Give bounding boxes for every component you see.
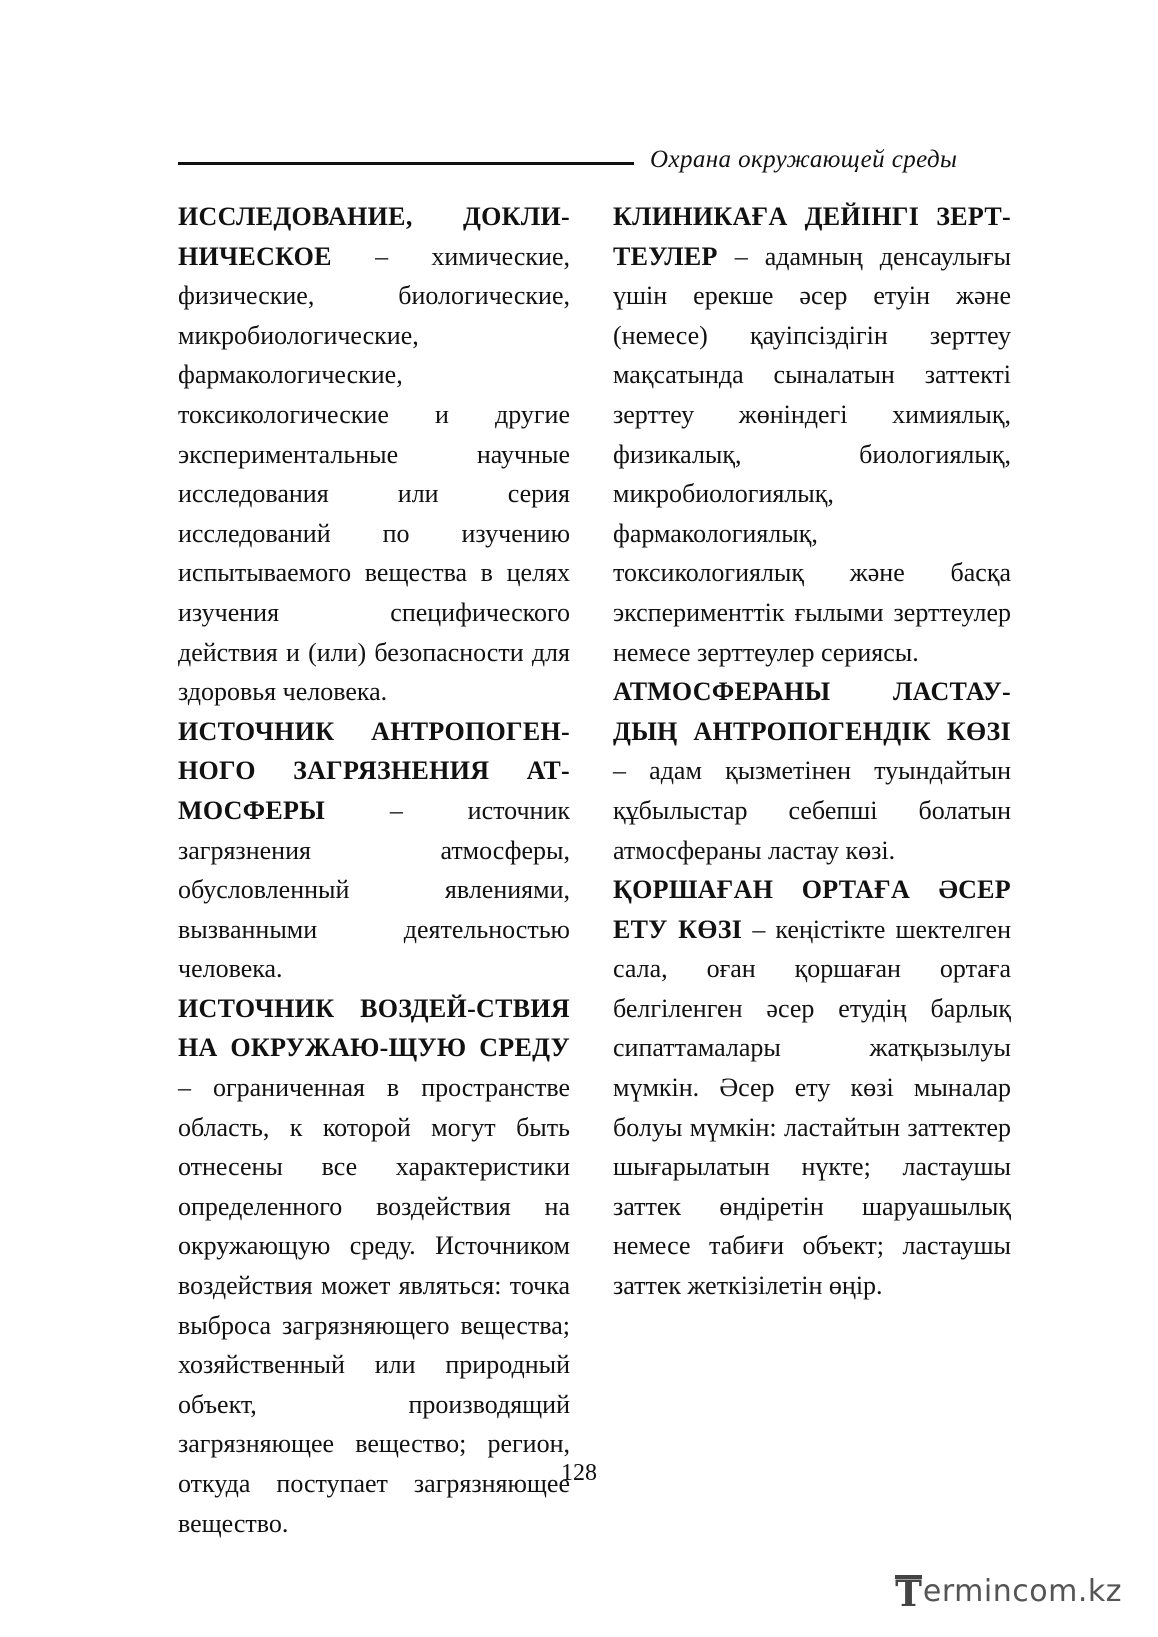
page-number: 128 [561,1460,597,1486]
left-column [178,197,570,1543]
entry-definition: – адам қызметінен туындайтын құбылыстар себепші болатын атмосфераны ластау көзі. [613,756,1011,865]
header-rule [178,162,634,165]
entry-term: КЛИНИКАҒА ДЕЙІНГІ ЗЕРТ-ТЕУЛЕР [613,202,1011,271]
dictionary-entry [178,197,570,712]
entry-term: АТМОСФЕРАНЫ ЛАСТАУ-ДЫҢ АНТРОПОГЕНДІК КӨЗІ [613,677,1011,746]
entry-definition: – химические, физические, биологические, микробиологические, фармакологические, токсикологические и другие экспериментальные научные исследования или серия исследований по изучению испытываемого вещества в целях изучения специфического действия и (или) безопасности для здоровья человека. [178,241,570,707]
running-head: Охрана окружающей среды [650,146,958,173]
dictionary-entry [613,870,1011,1306]
termincom-watermark [895,1572,1122,1615]
entry-term: ИСТОЧНИК АНТРОПОГЕН-НОГО ЗАГРЯЗНЕНИЯ АТ-МОСФЕРЫ [178,716,570,825]
dictionary-entry [178,712,570,989]
entry-term: ИСТОЧНИК ВОЗДЕЙ-СТВИЯ НА ОКРУЖАЮ-ЩУЮ СРЕДУ [178,993,570,1063]
dictionary-entry [613,672,1011,870]
entry-definition: – ограниченная в пространстве область, к которой могут быть отнесены все характеристики определенного воздействия на окружающую среду. Источником воздействия может являться: точка выброса загрязняющего вещества; хозяйственный или природный объект, производящий загрязняющее вещество; регион, откуда поступает загрязняющее вещество. [178,1073,570,1538]
watermark-text: ermincom.kz [922,1574,1122,1609]
dictionary-entry [613,197,1011,672]
entry-definition: – кеңістікте шектелген сала, оған қоршаған ортаға белгіленген әсер етудің барлық сипаттамалары жатқызылуы мүмкін. Әсер ету көзі мыналар болуы мүмкін: ластайтын заттектер шығарылатын нүкте; ластаушы заттек өндіретін шаруашылық немесе табиғи объект; ластаушы заттек жеткізілетін өңір. [613,914,1012,1301]
entry-definition: – источник загрязнения атмосферы, обусловленный явлениями, вызванными деятельностью человека. [178,795,571,984]
entry-term: ИССЛЕДОВАНИЕ, ДОКЛИ-НИЧЕСКОЕ [178,202,570,271]
entry-term: ҚОРШАҒАН ОРТАҒА ӘСЕР ЕТУ КӨЗІ [613,875,1011,944]
termincom-logo-icon: T [895,1572,922,1615]
right-column [613,197,1011,1306]
entry-definition: – адамның денсаулығы үшін ерекше әсер етуін және (немесе) қауіпсіздігін зерттеу мақсатында сыналатын заттекті зерттеу жөніндегі химиялық, физикалық, биологиялық, микробиологиялық, фармакологиялық, токсикологиялық және басқа эксперименттік ғылыми зерттеулер немесе зерттеулер сериясы. [613,241,1011,667]
